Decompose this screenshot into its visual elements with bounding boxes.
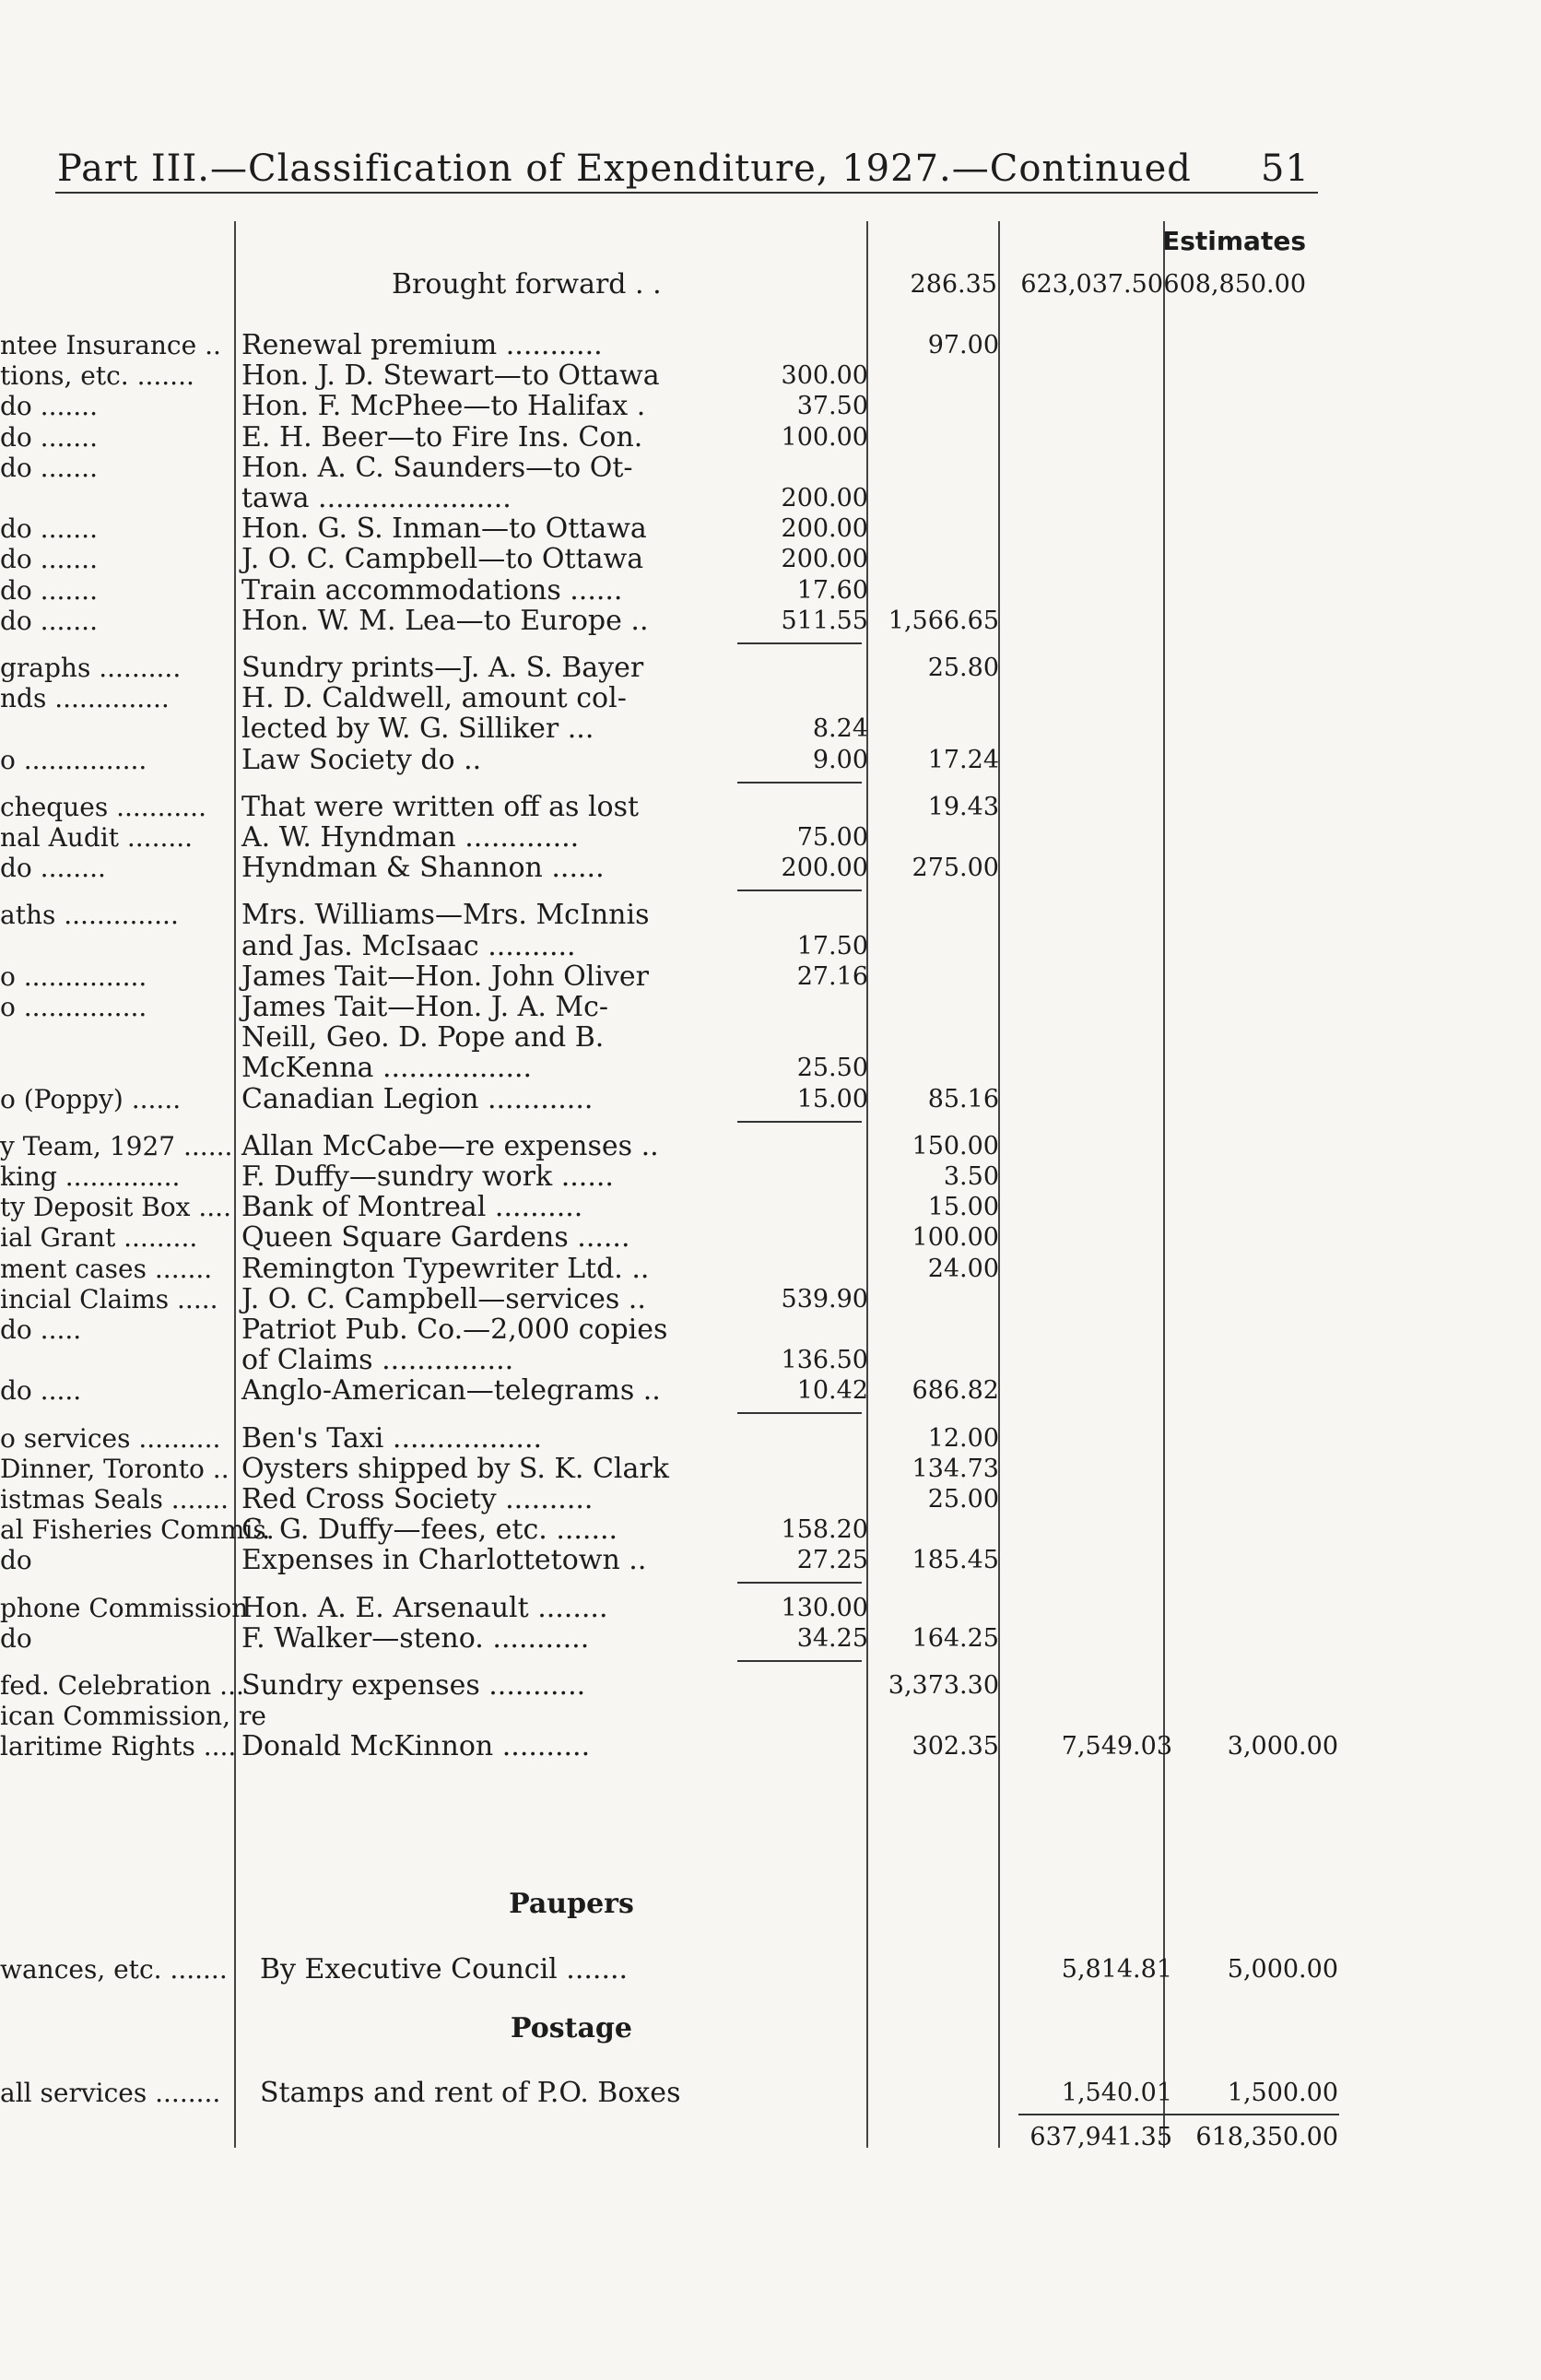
row-category: do ....... xyxy=(0,391,98,421)
table-row xyxy=(0,453,1541,484)
row-description: That were written off as lost xyxy=(241,791,640,823)
row-description: Allan McCabe—re expenses .. xyxy=(241,1130,659,1162)
row-description: Red Cross Society .......... xyxy=(241,1483,594,1515)
table-row xyxy=(0,992,1541,1023)
row-category: graphs .......... xyxy=(0,653,182,683)
row-category: ial Grant ......... xyxy=(0,1222,198,1253)
row-category: ment cases ....... xyxy=(0,1254,213,1284)
row-category: wances, etc. ....... xyxy=(0,1954,228,1985)
table-row xyxy=(0,1084,1541,1115)
brought-forward-row xyxy=(0,269,1541,300)
row-description: Queen Square Gardens ...... xyxy=(241,1221,630,1254)
row-subtotal: 85.16 xyxy=(927,1085,999,1113)
row-category: Dinner, Toronto .. xyxy=(0,1454,229,1484)
table-row xyxy=(0,1314,1541,1346)
row-total: 1,540.01 xyxy=(1061,2079,1172,2107)
table-row xyxy=(0,1484,1541,1515)
row-category: istmas Seals ....... xyxy=(0,1484,229,1514)
table-row xyxy=(0,513,1541,545)
row-description: Train accommodations ...... xyxy=(241,574,623,607)
row-description: James Tait—Hon. J. A. Mc- xyxy=(241,991,609,1023)
row-category: ntee Insurance .. xyxy=(0,330,221,360)
row-description: Bank of Montreal .......... xyxy=(241,1191,583,1223)
row-category: y Team, 1927 ...... xyxy=(0,1131,233,1161)
row-description: Hon. W. M. Lea—to Europe .. xyxy=(241,605,649,637)
row-description: McKenna ................. xyxy=(241,1052,533,1084)
table-row xyxy=(0,544,1541,575)
row-amount: 9.00 xyxy=(812,746,868,774)
row-description: Hon. A. E. Arsenault ........ xyxy=(241,1592,608,1624)
row-amount: 17.60 xyxy=(796,576,868,605)
row-description: tawa ...................... xyxy=(241,482,512,514)
row-description: Hon. F. McPhee—to Halifax . xyxy=(241,390,646,422)
row-description: H. D. Caldwell, amount col- xyxy=(241,682,627,714)
row-estimate: 1,500.00 xyxy=(1227,2079,1338,2107)
row-description: Hyndman & Shannon ...... xyxy=(241,852,605,884)
row-description: James Tait—Hon. John Oliver xyxy=(241,960,649,993)
brought-forward-label: Brought forward . . xyxy=(392,268,662,300)
row-subtotal: 164.25 xyxy=(912,1624,999,1653)
row-amount: 200.00 xyxy=(781,545,868,573)
table-row xyxy=(0,1623,1541,1655)
row-subtotal: 150.00 xyxy=(912,1132,999,1161)
row-description: of Claims ............... xyxy=(241,1344,514,1376)
row-description: J. O. C. Campbell—to Ottawa xyxy=(241,543,644,575)
postage-row xyxy=(0,2078,1541,2109)
table-row xyxy=(0,1454,1541,1485)
row-category: laritime Rights .... xyxy=(0,1731,237,1761)
row-subtotal: 3.50 xyxy=(943,1162,999,1191)
paupers-row xyxy=(0,1954,1541,1985)
row-subtotal: 15.00 xyxy=(927,1193,999,1221)
page-title: Part III.—Classification of Expenditure, 1927.—Continued xyxy=(57,147,1192,190)
table-row xyxy=(0,1701,1541,1732)
row-amount: 511.55 xyxy=(781,607,868,635)
row-description: Law Society do .. xyxy=(241,744,482,776)
row-description: Anglo-American—telegrams .. xyxy=(241,1374,661,1407)
table-row xyxy=(0,1345,1541,1376)
row-description: A. W. Hyndman ............. xyxy=(241,821,580,854)
row-category: o ............... xyxy=(0,961,147,992)
table-row xyxy=(0,1192,1541,1223)
row-subtotal: 24.00 xyxy=(927,1255,999,1283)
row-subtotal: 134.73 xyxy=(912,1455,999,1483)
row-subtotal: 686.82 xyxy=(912,1376,999,1405)
table-row xyxy=(0,1375,1541,1407)
table-row xyxy=(0,1131,1541,1162)
row-category: tions, etc. ....... xyxy=(0,360,194,391)
table-row xyxy=(0,1022,1541,1054)
row-category: aths .............. xyxy=(0,900,179,930)
table-row xyxy=(0,792,1541,823)
table-row xyxy=(0,422,1541,454)
row-category: do ....... xyxy=(0,422,98,453)
row-description: and Jas. McIsaac .......... xyxy=(241,930,576,962)
table-row xyxy=(0,1545,1541,1576)
row-description: E. H. Beer—to Fire Ins. Con. xyxy=(241,421,643,454)
row-description: Stamps and rent of P.O. Boxes xyxy=(260,2077,681,2109)
section-title-postage: Postage xyxy=(510,2012,632,2044)
row-subtotal: 97.00 xyxy=(927,331,999,359)
row-description: Patriot Pub. Co.—2,000 copies xyxy=(241,1314,668,1346)
table-row xyxy=(0,1514,1541,1546)
subtotal-rule xyxy=(737,642,862,644)
row-total: 5,814.81 xyxy=(1061,1955,1172,1984)
row-category: do ..... xyxy=(0,1375,82,1406)
estimates-label: Estimates xyxy=(1162,226,1306,256)
row-description: Donald McKinnon .......... xyxy=(241,1730,591,1762)
row-description: Hon. G. S. Inman—to Ottawa xyxy=(241,513,647,545)
row-description: C. G. Duffy—fees, etc. ....... xyxy=(241,1514,618,1546)
row-category: do ....... xyxy=(0,513,98,544)
row-amount: 37.50 xyxy=(796,392,868,420)
subtotal-rule xyxy=(737,782,862,784)
row-category: do ..... xyxy=(0,1314,82,1345)
row-amount: 15.00 xyxy=(796,1085,868,1113)
row-category: ty Deposit Box .... xyxy=(0,1192,231,1222)
row-description: F. Walker—steno. ........... xyxy=(241,1622,590,1655)
page-number: 51 xyxy=(1261,147,1310,190)
row-description: Ben's Taxi ................. xyxy=(241,1422,543,1455)
row-amount: 200.00 xyxy=(781,484,868,513)
estimates-total: 618,350.00 xyxy=(1195,2123,1338,2151)
row-category: do ....... xyxy=(0,453,98,483)
row-category: al Fisheries Commis. xyxy=(0,1514,275,1545)
table-row xyxy=(0,1731,1541,1762)
table-row xyxy=(0,853,1541,884)
table-row xyxy=(0,1254,1541,1285)
row-category: o services .......... xyxy=(0,1423,221,1454)
row-description: Hon. J. D. Stewart—to Ottawa xyxy=(241,359,660,392)
table-row xyxy=(0,1423,1541,1455)
row-description: F. Duffy—sundry work ...... xyxy=(241,1161,614,1193)
grand-total: 637,941.35 xyxy=(1029,2123,1172,2151)
row-category: do ....... xyxy=(0,544,98,574)
row-subtotal: 302.35 xyxy=(912,1732,999,1761)
row-category: all services ........ xyxy=(0,2078,221,2108)
table-row xyxy=(0,961,1541,993)
totals-rule xyxy=(1018,2114,1339,2115)
row-amount: 34.25 xyxy=(796,1624,868,1653)
row-total: 7,549.03 xyxy=(1061,1732,1172,1761)
table-row xyxy=(0,1053,1541,1084)
row-amount: 27.25 xyxy=(796,1546,868,1574)
row-amount: 200.00 xyxy=(781,514,868,543)
table-row xyxy=(0,1222,1541,1254)
row-amount: 539.90 xyxy=(781,1285,868,1314)
row-description: Neill, Geo. D. Pope and B. xyxy=(241,1021,605,1054)
table-row xyxy=(0,1284,1541,1315)
row-description: Mrs. Williams—Mrs. McInnis xyxy=(241,899,650,931)
row-description: By Executive Council ....... xyxy=(260,1953,629,1985)
row-category: cheques ........... xyxy=(0,792,206,822)
table-row xyxy=(0,1670,1541,1702)
table-row xyxy=(0,822,1541,854)
row-subtotal: 12.00 xyxy=(927,1424,999,1453)
row-description: Canadian Legion ............ xyxy=(241,1083,594,1115)
row-amount: 10.42 xyxy=(796,1376,868,1405)
row-description: Remington Typewriter Ltd. .. xyxy=(241,1253,650,1285)
row-amount: 75.00 xyxy=(796,823,868,852)
row-subtotal: 19.43 xyxy=(927,793,999,821)
row-amount: 8.24 xyxy=(812,714,868,743)
row-description: Sundry prints—J. A. S. Bayer xyxy=(241,652,644,684)
row-category: do ....... xyxy=(0,606,98,636)
row-subtotal: 25.80 xyxy=(927,654,999,682)
row-category: do xyxy=(0,1623,32,1654)
row-subtotal: 100.00 xyxy=(912,1223,999,1252)
table-row xyxy=(0,653,1541,684)
table-row xyxy=(0,330,1541,361)
brought-forward-col6: 608,850.00 xyxy=(1163,270,1306,299)
row-amount: 130.00 xyxy=(781,1594,868,1622)
row-subtotal: 3,373.30 xyxy=(888,1671,999,1700)
row-category: o ............... xyxy=(0,992,147,1022)
row-category: king .............. xyxy=(0,1161,181,1192)
row-amount: 25.50 xyxy=(796,1054,868,1082)
table-row xyxy=(0,606,1541,637)
row-estimate: 5,000.00 xyxy=(1227,1955,1338,1984)
row-category: fed. Celebration ... xyxy=(0,1670,244,1701)
row-description: Renewal premium ........... xyxy=(241,329,603,361)
row-amount: 27.16 xyxy=(796,962,868,991)
row-category: nal Audit ........ xyxy=(0,822,194,853)
row-subtotal: 275.00 xyxy=(912,854,999,882)
row-description: Expenses in Charlottetown .. xyxy=(241,1544,647,1576)
table-row xyxy=(0,575,1541,607)
table-row xyxy=(0,391,1541,422)
row-category: do xyxy=(0,1545,32,1575)
section-title-paupers: Paupers xyxy=(509,1888,634,1920)
row-category: do ........ xyxy=(0,853,106,883)
row-category: ican Commission, re xyxy=(0,1701,266,1731)
brought-forward-col5: 623,037.50 xyxy=(1020,270,1163,299)
row-description: Sundry expenses ........... xyxy=(241,1669,586,1702)
subtotal-rule xyxy=(737,1121,862,1123)
row-amount: 200.00 xyxy=(781,854,868,882)
table-row xyxy=(0,1161,1541,1193)
subtotal-rule xyxy=(737,890,862,891)
row-category: nds .............. xyxy=(0,683,170,713)
table-row xyxy=(0,900,1541,931)
table-row xyxy=(0,483,1541,514)
table-row xyxy=(0,713,1541,745)
table-row xyxy=(0,745,1541,776)
row-description: lected by W. G. Silliker ... xyxy=(241,713,594,745)
row-description: J. O. C. Campbell—services .. xyxy=(241,1283,646,1315)
subtotal-rule xyxy=(737,1660,862,1662)
row-estimate: 3,000.00 xyxy=(1227,1732,1338,1761)
table-row xyxy=(0,1593,1541,1624)
subtotal-rule xyxy=(737,1412,862,1414)
row-amount: 158.20 xyxy=(781,1515,868,1544)
brought-forward-col3: 286.35 xyxy=(910,270,997,299)
table-row xyxy=(0,683,1541,714)
row-subtotal: 1,566.65 xyxy=(888,607,999,635)
row-subtotal: 185.45 xyxy=(912,1546,999,1574)
table-row xyxy=(0,360,1541,392)
row-description: Oysters shipped by S. K. Clark xyxy=(241,1453,669,1485)
row-category: incial Claims ..... xyxy=(0,1284,218,1314)
totals-row xyxy=(0,2122,1541,2153)
subtotal-rule xyxy=(737,1582,862,1584)
row-category: o (Poppy) ...... xyxy=(0,1084,182,1114)
row-amount: 300.00 xyxy=(781,361,868,390)
row-subtotal: 17.24 xyxy=(927,746,999,774)
row-amount: 100.00 xyxy=(781,423,868,452)
row-amount: 136.50 xyxy=(781,1346,868,1374)
row-subtotal: 25.00 xyxy=(927,1485,999,1514)
row-category: o ............... xyxy=(0,745,147,775)
row-category: phone Commission xyxy=(0,1593,249,1623)
row-description: Hon. A. C. Saunders—to Ot- xyxy=(241,452,633,484)
header-rule xyxy=(55,192,1318,194)
row-category: do ....... xyxy=(0,575,98,606)
table-row xyxy=(0,931,1541,962)
row-amount: 17.50 xyxy=(796,932,868,960)
